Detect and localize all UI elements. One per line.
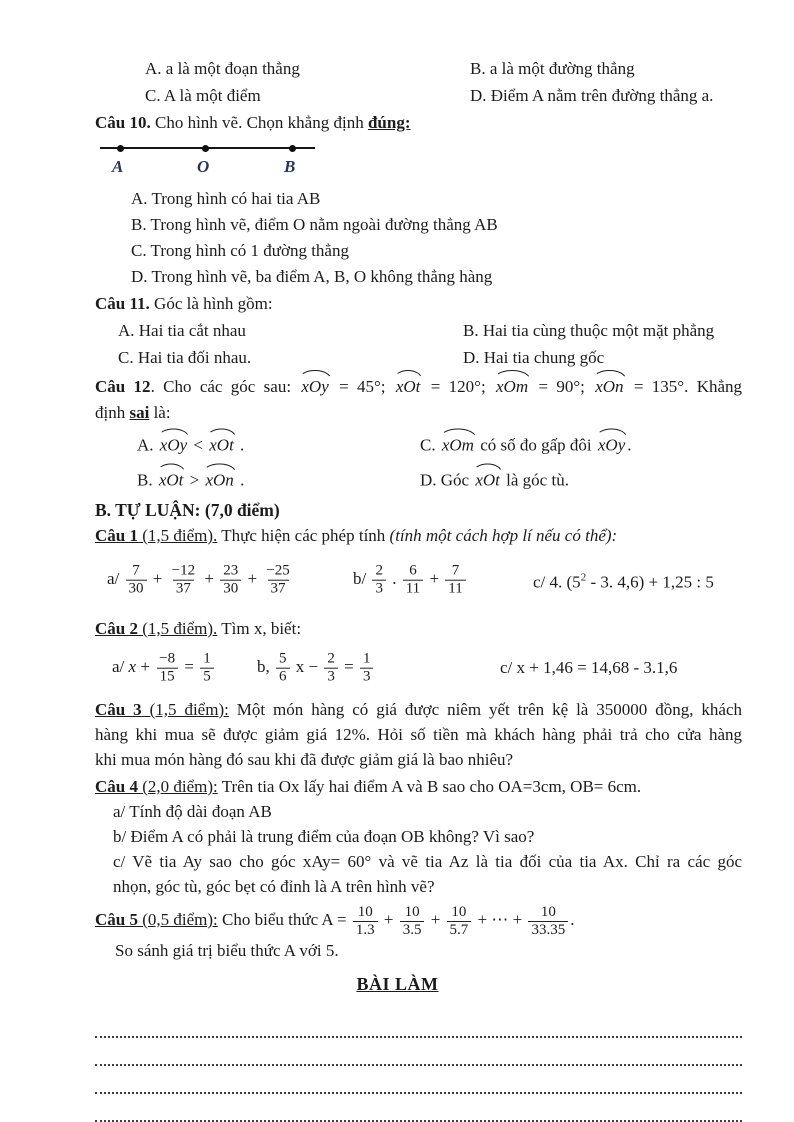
q10-option-c: C. Trong hình có 1 đường thẳng [131, 241, 349, 260]
q9-option-b: B. a là một đường thẳng [470, 58, 635, 78]
q11-option-a: A. Hai tia cắt nhau [118, 320, 246, 340]
answer-line [95, 1094, 742, 1122]
essay-q1-heading: Câu 1 (1,5 điểm). Thực hiện các phép tính (tính một cách hợp lí nếu có thể): [95, 526, 618, 545]
answer-section-heading: BÀI LÀM [356, 974, 439, 995]
essay-q3-line-3: khi mua món hàng đó sau khi đã được giảm giá là bao nhiêu? [95, 750, 514, 769]
point-a-label: A [112, 157, 124, 176]
answer-line [95, 1066, 742, 1094]
q10-option-a: A. Trong hình có hai tia AB [131, 189, 321, 208]
section-b-heading: B. TỰ LUẬN: (7,0 điểm) [95, 500, 280, 520]
q12-options-row-2 [95, 463, 742, 496]
essay-q2-part-b: b, $\frac{5}{6}$ x − $\frac{2}{3}$ = $\frac{1}{3}$ [257, 651, 375, 686]
essay-q5 [95, 903, 742, 964]
q12-option-d: D. Góc xOt là góc tù. [420, 466, 569, 493]
essay-q4-part-c-line-1: c/ Vẽ tia Ay sao cho góc xAy= 60° và vẽ tia Az là tia đối của tia Ax. Chỉ ra các góc [113, 852, 742, 871]
essay-q1-part-c: c/ 4. ($5^2 - 3$. 4,6) + 1,25 : 5 [533, 571, 714, 592]
answer-line [95, 1038, 742, 1066]
essay-q1-part-a: a/ $\frac{7}{30}$ + $\frac{-12}{37}$ + $\frac{23}{30}$ + $\frac{-25}{37}$ [107, 562, 290, 597]
q10-option-d: D. Trong hình vẽ, ba điểm A, B, O không thẳng hàng [131, 267, 493, 286]
q12-option-c: C. xOm có số đo gấp đôi xOy . [420, 431, 632, 458]
q11-options-row-2 [95, 344, 742, 371]
essay-q1-expressions [95, 550, 742, 610]
q10-option-b: B. Trong hình vẽ, điểm O nằm ngoài đường thẳng AB [131, 215, 498, 234]
q9-options-row-2 [95, 82, 742, 109]
point-o-dot [202, 145, 209, 152]
answer-line [95, 1010, 742, 1038]
q11-option-d: D. Hai tia chung gốc [463, 347, 605, 367]
essay-q3-line-1: Câu 3 (1,5 điểm): Một món hàng có giá được niêm yết trên kệ là 350000 đồng, khách [95, 700, 742, 719]
essay-q2-part-c: c/ x + 1,46 = 14,68 - 3.1,6 [500, 658, 678, 677]
answer-lines [95, 1010, 742, 1122]
q11-option-c: C. Hai tia đối nhau. [118, 347, 252, 367]
q10-heading: Câu 10. Cho hình vẽ. Chọn khẳng định đúng: [95, 113, 411, 132]
essay-q4-heading: Câu 4 (2,0 điểm): Trên tia Ox lấy hai điểm A và B sao cho OA=3cm, OB= 6cm. [95, 777, 642, 796]
essay-q4-part-a: a/ Tính độ dài đoạn AB [113, 802, 272, 821]
essay-q3 [95, 697, 742, 772]
q9-option-d: D. Điểm A nằm trên đường thẳng a. [470, 85, 714, 105]
essay-q2-heading: Câu 2 (1,5 điểm). Tìm x, biết: [95, 619, 302, 638]
q9-option-c: C. A là một điểm [145, 85, 261, 105]
point-a-dot [117, 145, 124, 152]
essay-q3-line-2: hàng khi mua sẽ được giảm giá 12%. Hỏi số tiền mà khách hàng phải trả cho cửa hàng [95, 725, 742, 744]
q12-stem-line-2: định sai là: [95, 403, 171, 422]
point-b-dot [289, 145, 296, 152]
q9-option-a: A. a là một đoạn thẳng [145, 58, 300, 78]
essay-q1-part-b: b/ $\frac{2}{3}$ . $\frac{6}{11}$ + $\frac{7}{11}$ [353, 563, 468, 598]
q11-options-row-1 [95, 317, 742, 344]
essay-q5-line-1: Câu 5 (0,5 điểm): Cho biểu thức A = $\frac{10}{1.3}$ + $\frac{10}{3.5}$ + $\frac{10}{5.7}$ + ⋯ + $\frac{10}{33.35}$ . [95, 903, 575, 938]
point-b-label: B [284, 157, 296, 176]
q12-stem-line-1: Câu 12. Cho các góc sau: xOy = 45°; xOt = 120°; xOm = 90°; xOn = 135°. Khẳng [95, 373, 742, 400]
q9-options-row-1 [95, 55, 742, 82]
q12-stem [95, 373, 742, 426]
q10-options [95, 186, 742, 290]
line-diagram-aob [100, 138, 315, 186]
q12-option-b: B. xOt > xOn . [137, 466, 244, 493]
q11-option-b: B. Hai tia cùng thuộc một mặt phẳng [463, 320, 715, 340]
essay-q4-part-b: b/ Điểm A có phải là trung điểm của đoạn OB không? Vì sao? [113, 827, 535, 846]
essay-q5-line-2: So sánh giá trị biểu thức A với 5. [115, 941, 339, 961]
q12-options-row-1 [95, 428, 742, 461]
essay-q2-part-a: a/ x + $\frac{-8}{15}$ = $\frac{1}{5}$ [112, 651, 216, 686]
essay-q2-equations [95, 643, 742, 693]
point-o-label: O [197, 157, 210, 176]
q11-heading: Câu 11. Góc là hình gồm: [95, 294, 273, 313]
q12-option-a: A. xOy < xOt . [137, 431, 244, 458]
essay-q4-part-c-line-2: nhọn, góc tù, góc bẹt có đỉnh là A trên hình vẽ? [113, 877, 435, 896]
